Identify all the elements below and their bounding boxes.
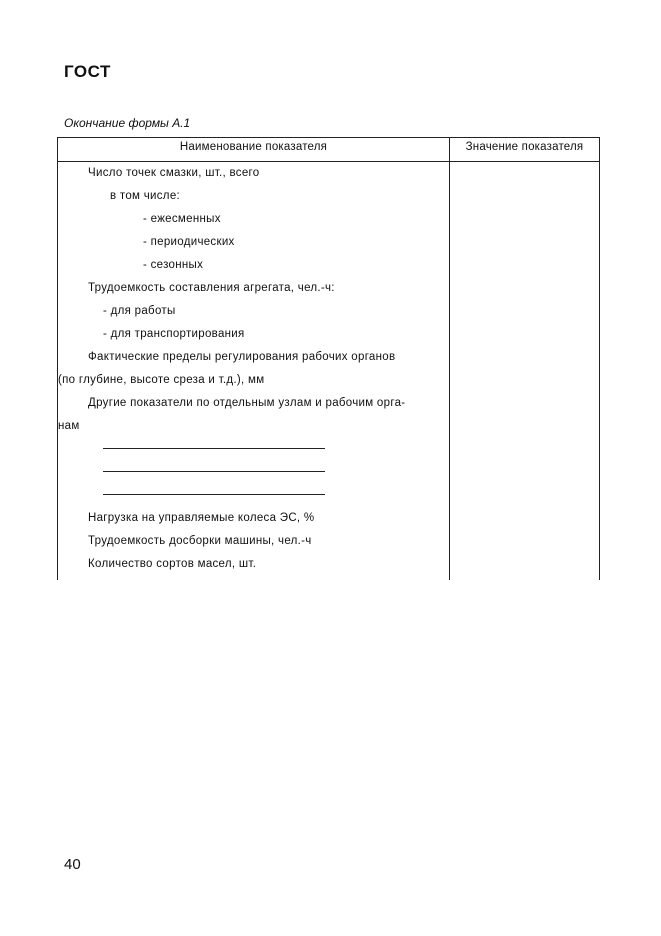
row-label: - ежесменных (143, 213, 221, 225)
column-divider (449, 138, 450, 580)
indicators-table (57, 137, 600, 580)
table-body (58, 162, 449, 576)
blank-entry-line (103, 448, 325, 449)
blank-entry-line (103, 471, 325, 472)
document-header: ГОСТ (64, 62, 111, 81)
table-row (58, 484, 449, 507)
table-row (58, 185, 449, 208)
table-row (58, 277, 449, 300)
row-label: Трудоемкость досборки машины, чел.-ч (88, 535, 312, 547)
table-row (58, 438, 449, 461)
table-row (58, 461, 449, 484)
row-label: в том числе: (110, 190, 181, 202)
row-label: Количество сортов масел, шт. (88, 558, 257, 570)
table-row (58, 254, 449, 277)
table-row (58, 392, 449, 415)
table-row (58, 553, 449, 576)
table-header-row (58, 138, 599, 162)
table-row (58, 369, 449, 392)
table-row (58, 323, 449, 346)
page-number: 40 (64, 856, 81, 873)
row-label: (по глубине, высоте среза и т.д.), мм (58, 374, 265, 386)
column-header-value: Значение показателя (465, 141, 584, 153)
table-row (58, 162, 449, 185)
form-caption: Окончание формы А.1 (64, 116, 191, 130)
blank-entry-line (103, 494, 325, 495)
row-label: Число точек смазки, шт., всего (88, 167, 260, 179)
row-label: Фактические пределы регулирования рабочих органов (88, 351, 396, 363)
table-row (58, 507, 449, 530)
row-label: Нагрузка на управляемые колеса ЭС, % (88, 512, 315, 524)
table-row (58, 415, 449, 438)
row-label: - для транспортирования (103, 328, 245, 340)
table-row (58, 346, 449, 369)
table-row (58, 530, 449, 553)
table-row (58, 208, 449, 231)
row-label: - сезонных (143, 259, 204, 271)
column-header-name: Наименование показателя (179, 141, 328, 153)
table-row (58, 231, 449, 254)
row-label: - периодических (143, 236, 235, 248)
row-label: - для работы (103, 305, 176, 317)
table-row (58, 300, 449, 323)
row-label: Трудоемкость составления агрегата, чел.-ч: (88, 282, 335, 294)
row-label: Другие показатели по отдельным узлам и рабочим орга- (88, 397, 406, 409)
row-label: нам (58, 420, 80, 432)
